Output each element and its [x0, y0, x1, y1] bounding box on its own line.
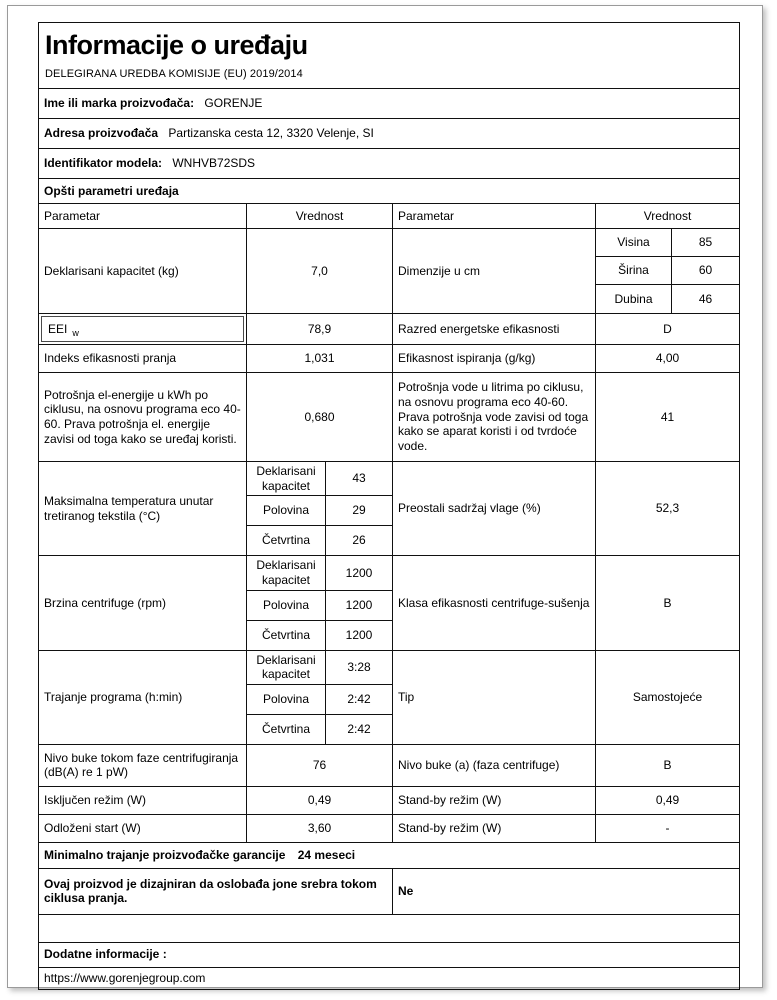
eei-subscript: w	[72, 327, 79, 338]
spacer-cell	[39, 914, 740, 942]
eei-value: 78,9	[247, 314, 393, 345]
dimension-width-label: Širina	[596, 257, 672, 285]
spin-sub-value-0: 1200	[326, 556, 393, 590]
spin-class-value: B	[596, 556, 740, 650]
spin-sub-value-1: 1200	[326, 590, 393, 620]
temperature-sub-value-1: 29	[326, 496, 393, 526]
col-header-param-right: Parametar	[393, 204, 596, 229]
model-label: Identifikator modela:	[44, 156, 163, 171]
address-label: Adresa proizvođača	[44, 126, 159, 141]
energy-class-label: Razred energetske efikasnosti	[393, 314, 596, 345]
spin-sub-value-2: 1200	[326, 620, 393, 650]
silver-ions-question: Ovaj proizvod je dizajniran da oslobađa jone srebra tokom ciklusa pranja.	[39, 868, 393, 914]
model-value: WNHVB72SDS	[172, 156, 256, 171]
delayed-start-label: Odloženi start (W)	[39, 814, 247, 842]
type-value: Samostojeće	[596, 650, 740, 744]
section-heading: Opšti parametri uređaja	[39, 179, 740, 204]
warranty-value: 24 meseci	[297, 847, 356, 862]
website-row	[39, 967, 740, 989]
temperature-sub-label-1: Polovina	[247, 496, 326, 526]
standby-label-2: Stand-by režim (W)	[393, 814, 596, 842]
warranty-row	[39, 842, 740, 868]
capacity-dimensions-row	[39, 229, 740, 257]
noise-row	[39, 744, 740, 786]
temperature-label: Maksimalna temperatura unutar tretiranog tekstila (°C)	[39, 462, 247, 556]
energy-class-value: D	[596, 314, 740, 345]
address-value: Partizanska cesta 12, 3320 Velenje, SI	[168, 126, 374, 141]
address-row	[39, 119, 740, 149]
silver-ions-answer: Ne	[393, 868, 740, 914]
column-header-row	[39, 204, 740, 229]
duration-sub-label-1: Polovina	[247, 684, 326, 714]
temperature-sub-label-2: Četvrtina	[247, 526, 326, 556]
spin-sub-label-2: Četvrtina	[247, 620, 326, 650]
temperature-sub-label-0: Deklarisani kapacitet	[247, 462, 326, 496]
wash-index-value: 1,031	[247, 345, 393, 373]
rinsing-label: Efikasnost ispiranja (g/kg)	[393, 345, 596, 373]
wash-index-row	[39, 345, 740, 373]
dimension-depth-label: Dubina	[596, 285, 672, 314]
duration-sub-label-0: Deklarisani kapacitet	[247, 650, 326, 684]
off-mode-label: Isključen režim (W)	[39, 786, 247, 814]
duration-sub-value-2: 2:42	[326, 714, 393, 744]
off-mode-row	[39, 786, 740, 814]
appliance-info-table	[38, 22, 740, 990]
moisture-value: 52,3	[596, 462, 740, 556]
delayed-start-row	[39, 814, 740, 842]
noise-level-label: Nivo buke tokom faze centrifugiranja (dB(A) re 1 pW)	[39, 744, 247, 786]
dimension-depth-value: 46	[672, 285, 740, 314]
capacity-value: 7,0	[247, 229, 393, 314]
wash-index-label: Indeks efikasnosti pranja	[39, 345, 247, 373]
noise-class-value: B	[596, 744, 740, 786]
title-row	[39, 23, 740, 89]
section-heading-row	[39, 179, 740, 204]
duration-row	[39, 650, 740, 684]
spin-sub-label-0: Deklarisani kapacitet	[247, 556, 326, 590]
noise-level-value: 76	[247, 744, 393, 786]
col-header-value-left: Vrednost	[247, 204, 393, 229]
capacity-label: Deklarisani kapacitet (kg)	[39, 229, 247, 314]
off-mode-value: 0,49	[247, 786, 393, 814]
dimension-width-value: 60	[672, 257, 740, 285]
delayed-start-value: 3,60	[247, 814, 393, 842]
additional-info-heading-row	[39, 942, 740, 967]
eei-row	[39, 314, 740, 345]
brand-label: Ime ili marka proizvođača:	[44, 96, 195, 111]
energy-consumption-value: 0,680	[247, 373, 393, 462]
silver-ions-row	[39, 868, 740, 914]
dimension-height-value: 85	[672, 229, 740, 257]
rinsing-value: 4,00	[596, 345, 740, 373]
page-frame	[7, 5, 763, 988]
standby-value-1: 0,49	[596, 786, 740, 814]
spin-sub-label-1: Polovina	[247, 590, 326, 620]
website-link[interactable]: https://www.gorenjegroup.com	[44, 970, 206, 985]
appliance-info-document	[38, 22, 739, 990]
eei-label-box	[41, 316, 244, 342]
regulation-subtitle: DELEGIRANA UREDBA KOMISIJE (EU) 2019/2014	[45, 67, 303, 80]
dimensions-label: Dimenzije u cm	[393, 229, 596, 314]
duration-sub-value-1: 2:42	[326, 684, 393, 714]
standby-value-2: -	[596, 814, 740, 842]
energy-consumption-label: Potrošnja el-energije u kWh po ciklusu, na osnovu programa eco 40-60. Prava potrošnja el. energije zavisi od toga kako se uređaj koristi.	[39, 373, 247, 462]
consumption-row	[39, 373, 740, 462]
water-consumption-value: 41	[596, 373, 740, 462]
col-header-param-left: Parametar	[39, 204, 247, 229]
brand-value: GORENJE	[204, 96, 263, 111]
spacer-row	[39, 914, 740, 942]
spin-speed-label: Brzina centrifuge (rpm)	[39, 556, 247, 650]
water-consumption-label: Potrošnja vode u litrima po ciklusu, na osnovu programa eco 40-60. Prava potrošnja vode zavisi od toga kako se aparat koristi i od tvrdoće vode.	[393, 373, 596, 462]
temperature-sub-value-0: 43	[326, 462, 393, 496]
duration-label: Trajanje programa (h:min)	[39, 650, 247, 744]
duration-sub-label-2: Četvrtina	[247, 714, 326, 744]
col-header-value-right: Vrednost	[596, 204, 740, 229]
model-row	[39, 149, 740, 179]
spin-class-label: Klasa efikasnosti centrifuge-sušenja	[393, 556, 596, 650]
temperature-row	[39, 462, 740, 496]
temperature-sub-value-2: 26	[326, 526, 393, 556]
type-label: Tip	[393, 650, 596, 744]
noise-class-label: Nivo buke (a) (faza centrifuge)	[393, 744, 596, 786]
warranty-label: Minimalno trajanje proizvođačke garancije	[44, 847, 286, 862]
standby-label-1: Stand-by režim (W)	[393, 786, 596, 814]
dimension-height-label: Visina	[596, 229, 672, 257]
additional-info-heading: Dodatne informacije :	[39, 942, 740, 967]
spin-speed-row	[39, 556, 740, 590]
title-cell	[39, 23, 740, 89]
page-title: Informacije o uređaju	[45, 30, 308, 60]
eei-label: EEI	[48, 321, 68, 336]
duration-sub-value-0: 3:28	[326, 650, 393, 684]
moisture-label: Preostali sadržaj vlage (%)	[393, 462, 596, 556]
brand-row	[39, 89, 740, 119]
